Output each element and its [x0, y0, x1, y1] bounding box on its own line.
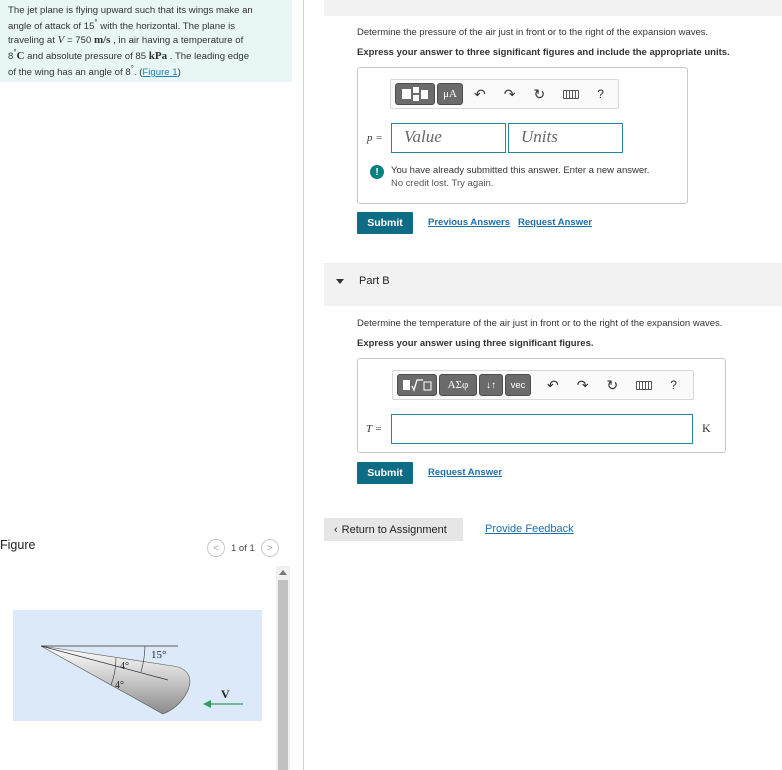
angle-label-4a: 4° — [120, 661, 129, 672]
templates-icon[interactable] — [397, 374, 437, 396]
value-input[interactable]: Value — [391, 123, 506, 153]
degree-symbol: ° — [13, 47, 17, 57]
warning-text — [391, 164, 649, 190]
temperature-value: 8 — [8, 50, 14, 62]
part-b-request-answer-link[interactable]: Request Answer — [428, 467, 503, 478]
units-input[interactable]: Units — [508, 123, 623, 153]
velocity-label: V — [221, 687, 230, 701]
problem-text: traveling at — [8, 34, 58, 46]
velocity-unit: m/s — [93, 33, 111, 46]
redo-icon[interactable]: ↷ — [503, 85, 516, 102]
part-a-request-answer-link[interactable]: Request Answer — [518, 217, 593, 228]
degree-symbol: ° — [130, 64, 134, 74]
part-b-answer-box — [357, 358, 726, 453]
part-a-toolbar — [390, 79, 619, 109]
part-b-instruction: Determine the temperature of the air just in front or to the right of the expansion waves. — [357, 318, 723, 329]
chevron-right-icon[interactable]: > — [261, 539, 279, 557]
angle-label-4b: 4° — [115, 680, 124, 691]
scroll-up-icon[interactable] — [279, 570, 287, 575]
kelvin-unit: K — [702, 421, 711, 435]
figure-navigation — [207, 539, 279, 557]
keyboard-glyph — [636, 381, 652, 390]
chevron-left-icon: ‹ — [334, 523, 338, 536]
templates-icon[interactable] — [395, 83, 435, 105]
problem-text: ) — [177, 67, 181, 79]
templates-glyph — [400, 86, 430, 102]
problem-text: . The leading edge — [167, 50, 250, 62]
problem-text: angle of attack of 15 — [8, 21, 95, 33]
scroll-thumb[interactable] — [278, 580, 288, 770]
keyboard-icon[interactable] — [636, 381, 652, 390]
figure-page-indicator: 1 of 1 — [231, 542, 255, 554]
help-icon[interactable]: ? — [670, 378, 677, 392]
degree-symbol: ° — [94, 18, 98, 28]
help-icon[interactable]: ? — [597, 87, 604, 101]
wing-figure — [13, 610, 262, 721]
angle-label-15: 15° — [151, 649, 167, 661]
subscript-superscript-button[interactable]: ↓↑ — [479, 374, 503, 396]
submission-warning — [370, 164, 649, 190]
figure-link[interactable]: Figure 1 — [142, 67, 178, 79]
figure-title: Figure — [0, 538, 36, 552]
problem-line-4 — [8, 47, 284, 63]
temperature-input[interactable] — [391, 414, 693, 444]
chevron-left-icon[interactable]: < — [207, 539, 225, 557]
pressure-variable-label: p = — [367, 132, 383, 144]
problem-text: , in air having a temperature of — [110, 34, 244, 46]
problem-line-5 — [8, 63, 284, 79]
temperature-unit: C — [16, 49, 25, 62]
temperature-variable-label: T = — [366, 423, 383, 435]
problem-line-3 — [8, 34, 284, 47]
caret-down-icon[interactable] — [336, 279, 344, 284]
pane-divider[interactable] — [303, 0, 304, 770]
figure-scrollbar[interactable] — [276, 566, 290, 770]
warning-line-2: No credit lost. Try again. — [391, 178, 494, 189]
problem-text: of the wing has an angle of 8 — [8, 67, 131, 79]
provide-feedback-link[interactable]: Provide Feedback — [485, 523, 574, 535]
part-a-submit-button[interactable]: Submit — [357, 212, 413, 234]
problem-text: . ( — [133, 67, 143, 79]
part-b-submit-button[interactable]: Submit — [357, 462, 413, 484]
part-b-title: Part B — [359, 275, 390, 287]
undo-icon[interactable]: ↶ — [474, 85, 486, 102]
reset-icon[interactable]: ↻ — [606, 376, 619, 393]
pressure-unit: kPa — [148, 49, 168, 62]
greek-symbols-button[interactable]: ΑΣφ — [439, 374, 477, 396]
return-to-assignment-button[interactable] — [324, 518, 463, 541]
problem-line-2 — [8, 17, 284, 33]
velocity-value: = 750 — [64, 34, 94, 46]
part-b-format: Express your answer using three significant figures. — [357, 338, 594, 349]
part-a-format: Express your answer to three significant figures and include the appropriate units. — [357, 47, 730, 58]
return-label: Return to Assignment — [341, 523, 447, 536]
units-template-button[interactable]: μA — [437, 83, 463, 105]
wing-diagram — [13, 610, 262, 721]
problem-line-1: The jet plane is flying upward such that its wings make an — [8, 5, 253, 16]
velocity-arrow-head — [203, 700, 211, 708]
redo-icon[interactable]: ↷ — [576, 376, 589, 393]
reset-icon[interactable]: ↻ — [533, 85, 546, 102]
problem-text: and absolute pressure of 85 — [24, 50, 149, 62]
part-a-instruction: Determine the pressure of the air just in front or to the right of the expansion waves. — [357, 27, 709, 38]
problem-text: with the horizontal. The plane is — [97, 21, 236, 33]
warning-line-1: You have already submitted this answer. Enter a new answer. — [391, 165, 650, 176]
part-b-toolbar — [392, 370, 694, 400]
part-a-header — [324, 0, 782, 16]
vector-button[interactable]: vec — [505, 374, 531, 396]
keyboard-icon[interactable] — [563, 90, 579, 99]
velocity-symbol: V — [57, 33, 65, 46]
undo-icon[interactable]: ↶ — [547, 376, 559, 393]
keyboard-glyph — [563, 90, 579, 99]
problem-statement — [0, 0, 292, 82]
previous-answers-link[interactable]: Previous Answers — [428, 217, 511, 228]
part-b-header[interactable] — [324, 263, 782, 306]
alert-icon: ! — [370, 165, 384, 179]
templates-glyph — [401, 377, 433, 393]
